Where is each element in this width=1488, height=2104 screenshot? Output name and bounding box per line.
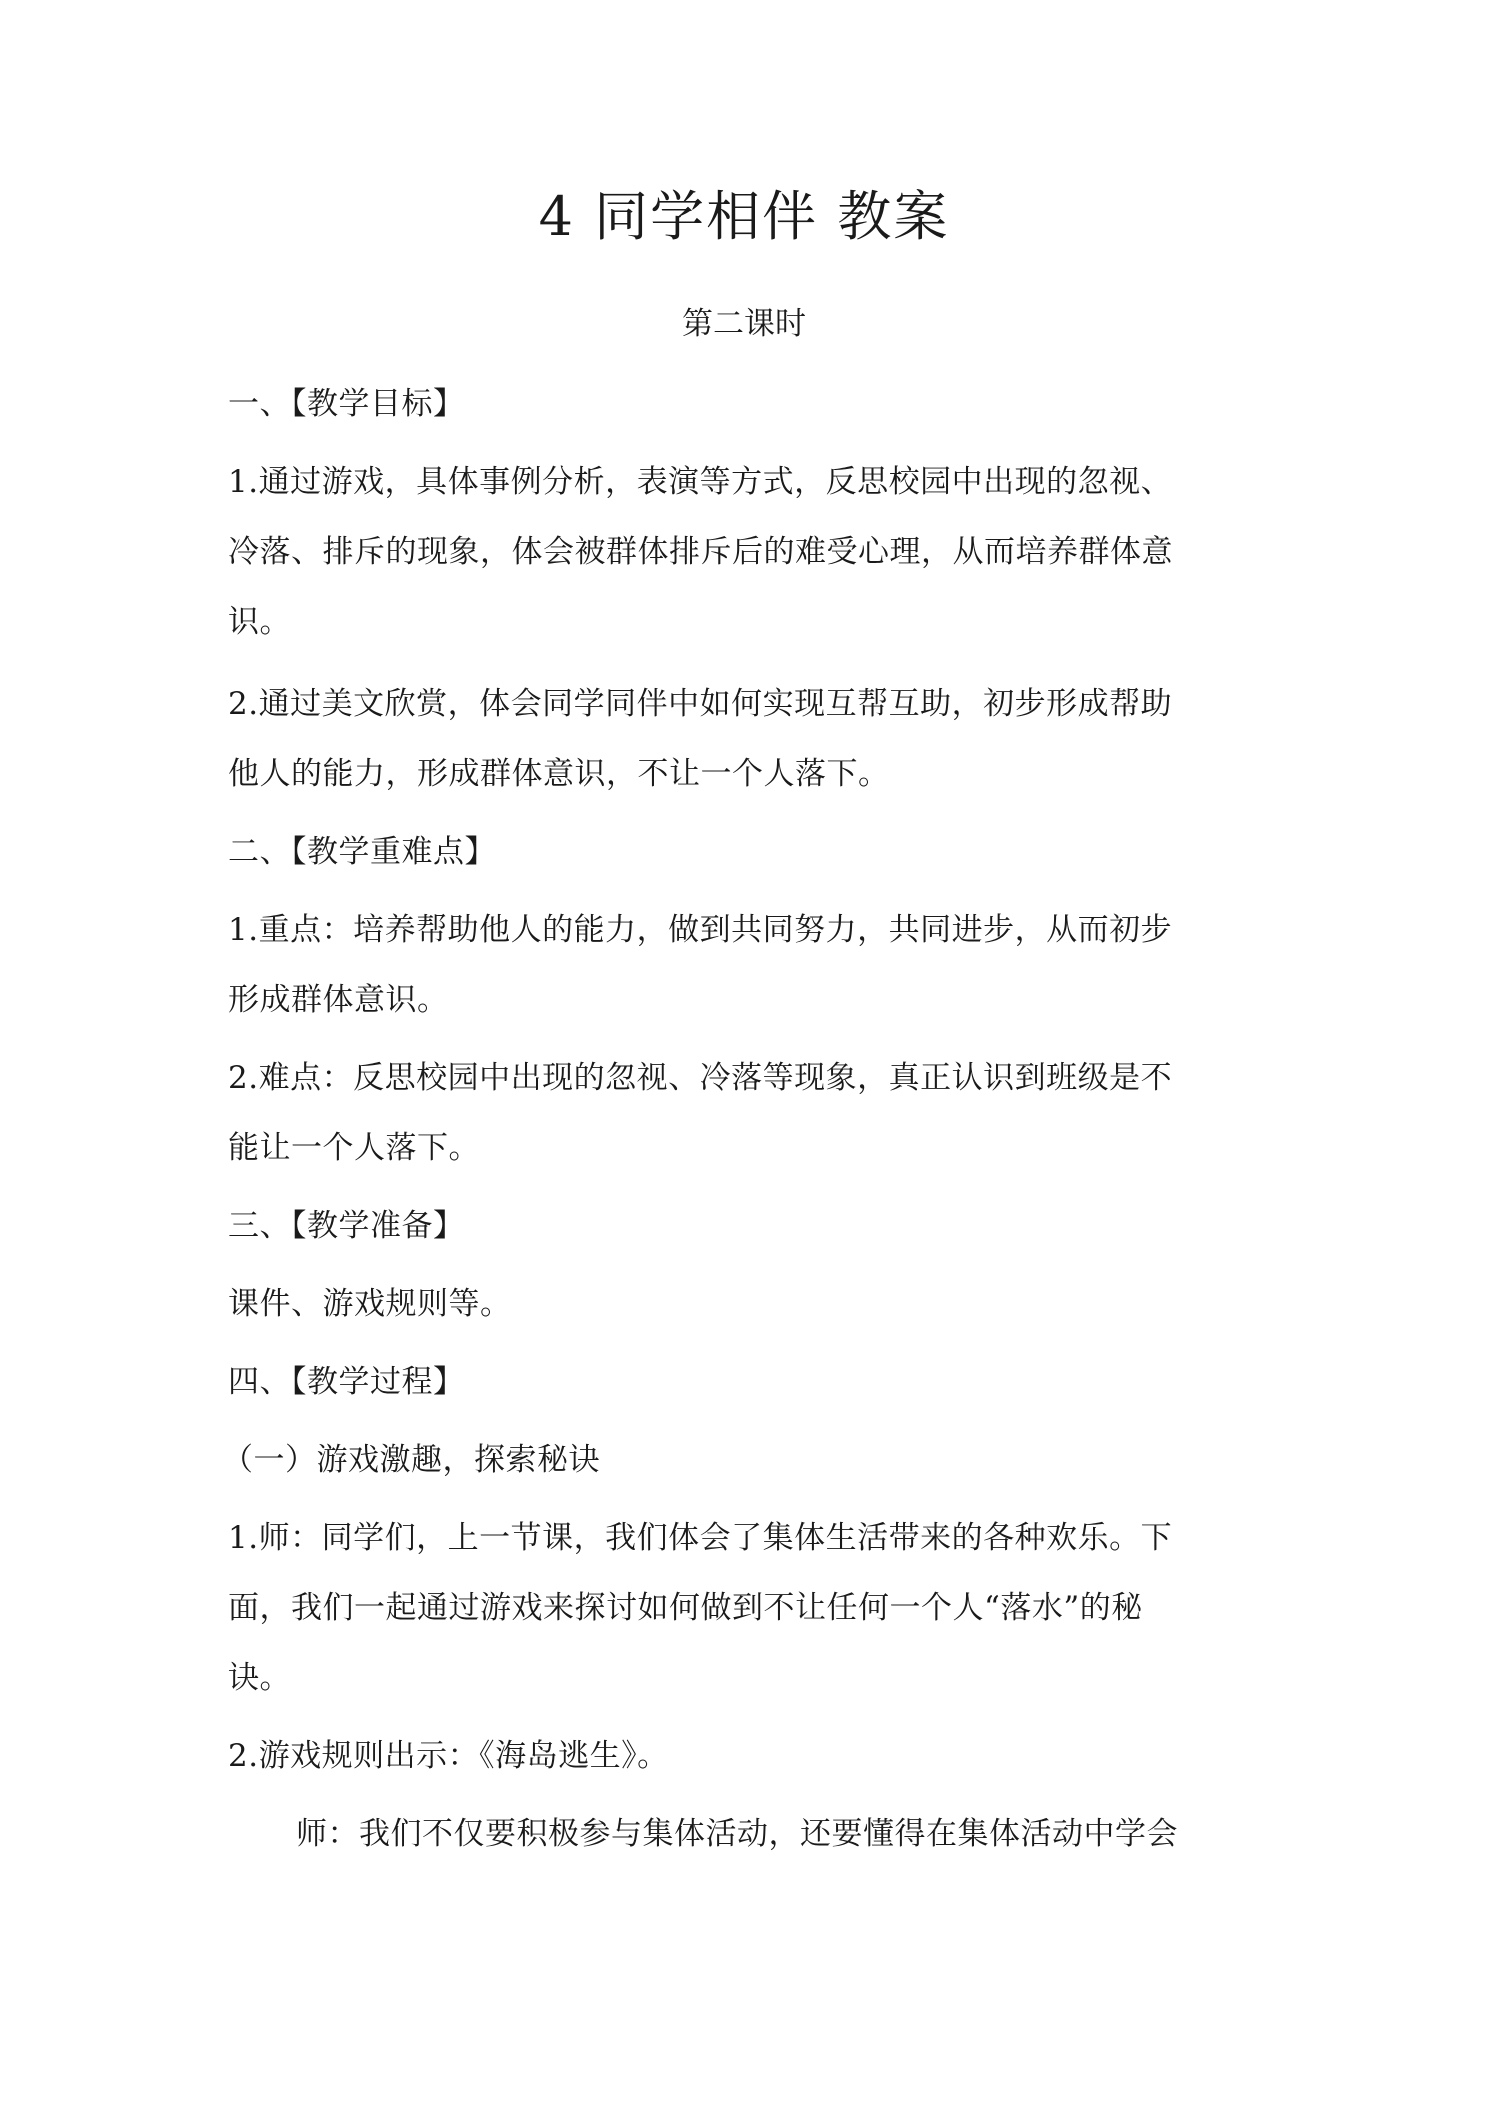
document-title: 4 同学相伴 教案 bbox=[538, 185, 950, 248]
paragraph-line: 师：我们不仅要积极参与集体活动，还要懂得在集体活动中学会 bbox=[296, 1816, 1178, 1852]
paragraph-line: 2.通过美文欣赏，体会同学同伴中如何实现互帮互助，初步形成帮助 bbox=[228, 686, 1173, 722]
paragraph-line: 课件、游戏规则等。 bbox=[228, 1286, 512, 1322]
paragraph-line: 2.难点：反思校园中出现的忽视、冷落等现象，真正认识到班级是不 bbox=[228, 1060, 1173, 1096]
paragraph-line: 冷落、排斥的现象，体会被群体排斥后的难受心理，从而培养群体意 bbox=[228, 534, 1173, 570]
paragraph-line: 形成群体意识。 bbox=[228, 982, 449, 1018]
paragraph-line: 他人的能力，形成群体意识，不让一个人落下。 bbox=[228, 756, 890, 792]
subsection-heading: （一）游戏激趣，探索秘诀 bbox=[222, 1442, 600, 1478]
paragraph-line: 2.游戏规则出示：《海岛逃生》。 bbox=[228, 1738, 669, 1774]
paragraph-line: 1.通过游戏，具体事例分析，表演等方式，反思校园中出现的忽视、 bbox=[228, 464, 1173, 500]
section-heading-objectives: 一、【教学目标】 bbox=[228, 386, 465, 422]
document-subtitle: 第二课时 bbox=[682, 306, 806, 342]
paragraph-line: 诀。 bbox=[228, 1660, 291, 1696]
paragraph-line: 识。 bbox=[228, 604, 291, 640]
paragraph-line: 面，我们一起通过游戏来探讨如何做到不让任何一个人“落水”的秘 bbox=[228, 1590, 1143, 1626]
section-heading-preparation: 三、【教学准备】 bbox=[228, 1208, 465, 1244]
section-heading-key-points: 二、【教学重难点】 bbox=[228, 834, 496, 870]
paragraph-line: 能让一个人落下。 bbox=[228, 1130, 480, 1166]
section-heading-process: 四、【教学过程】 bbox=[228, 1364, 465, 1400]
paragraph-line: 1.重点：培养帮助他人的能力，做到共同努力，共同进步，从而初步 bbox=[228, 912, 1173, 948]
paragraph-line: 1.师：同学们，上一节课，我们体会了集体生活带来的各种欢乐。下 bbox=[228, 1520, 1173, 1556]
